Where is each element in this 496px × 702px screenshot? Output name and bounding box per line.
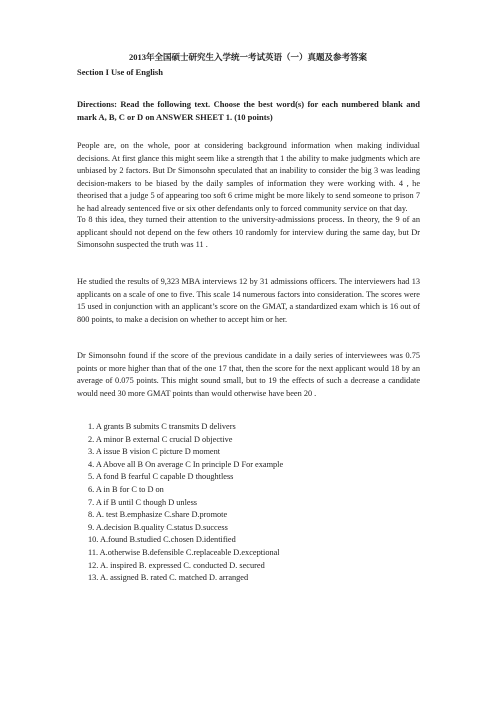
section-heading: Section I Use of English (77, 67, 163, 77)
option-line-8: 8. A. test B.emphasize C.share D.promote (88, 510, 228, 520)
passage-paragraph-2: To 8 this idea, they turned their attention to the university-admissions process. In theory, the 9 of an applicant should not depend on the few others 10 randomly for interview during the same day, but Dr Simonsohn suspected the truth was 11 . (77, 215, 420, 250)
directions-text: Directions: Read the following text. Choose the best word(s) for each numbered blank and mark A, B, C or D on ANSWER SHEET 1. (10 points) (77, 99, 420, 122)
passage-paragraph-4: Dr Simonsohn found if the score of the previous candidate in a daily series of interviewees was 0.75 points or more higher than that of the one 17 that, then the score for the next applicant would 18 by an average of 0.075 points. This might sound small, but to 19 the effects of such a decrease a candidate would need 30 more GMAT points than would otherwise have been 20 . (77, 351, 420, 398)
option-line-11: 11. A.otherwise B.defensible C.replaceable D.exceptional (88, 547, 280, 557)
option-line-9: 9. A.decision B.quality C.status D.success (88, 522, 228, 532)
option-line-6: 6. A in B for C to D on (88, 484, 164, 494)
option-line-5: 5. A fond B fearful C capable D thoughtless (88, 472, 234, 482)
option-line-4: 4. A Above all B On average C In principle D For example (88, 459, 284, 469)
page-title: 2013年全国硕士研究生入学统一考试英语（一）真题及参考答案 (128, 52, 367, 62)
option-line-2: 2. A minor B external C crucial D objective (88, 434, 233, 444)
passage-paragraph-1: People are, on the whole, poor at considering background information when making individual decisions. At first glance this might seem like a strength that 1 the ability to make judgments which are unbiased by 2 factors. But Dr Simonsohn speculated that an inability to consider the big 3 was leading decision-makers to be biased by the daily samples of information they were working with. 4 , he theorised that a judge 5 of appearing too soft 6 crime might be more likely to send someone to prison 7 he had already sentenced five or six other defendants only to forced community service on that day. (77, 141, 420, 213)
passage-paragraph-3: He studied the results of 9,323 MBA interviews 12 by 31 admissions officers. The interviewers had 13 applicants on a scale of one to five. This scale 14 numerous factors into consideration. The scores were 15 used in conjunction with an applicant’s score on the GMAT, a standardized exam which is 16 out of 800 points, to make a decision on whether to accept him or her. (77, 277, 420, 324)
answer-options-list (88, 421, 418, 585)
option-line-10: 10. A.found B.studied C.chosen D.identified (88, 535, 236, 545)
option-line-12: 12. A. inspired B. expressed C. conducted D. secured (88, 560, 265, 570)
option-line-1: 1. A grants B submits C transmits D delivers (88, 422, 236, 431)
option-line-7: 7. A if B until C though D unless (88, 497, 198, 507)
option-line-3: 3. A issue B vision C picture D moment (88, 447, 221, 457)
option-line-13: 13. A. assigned B. rated C. matched D. arranged (88, 573, 249, 583)
